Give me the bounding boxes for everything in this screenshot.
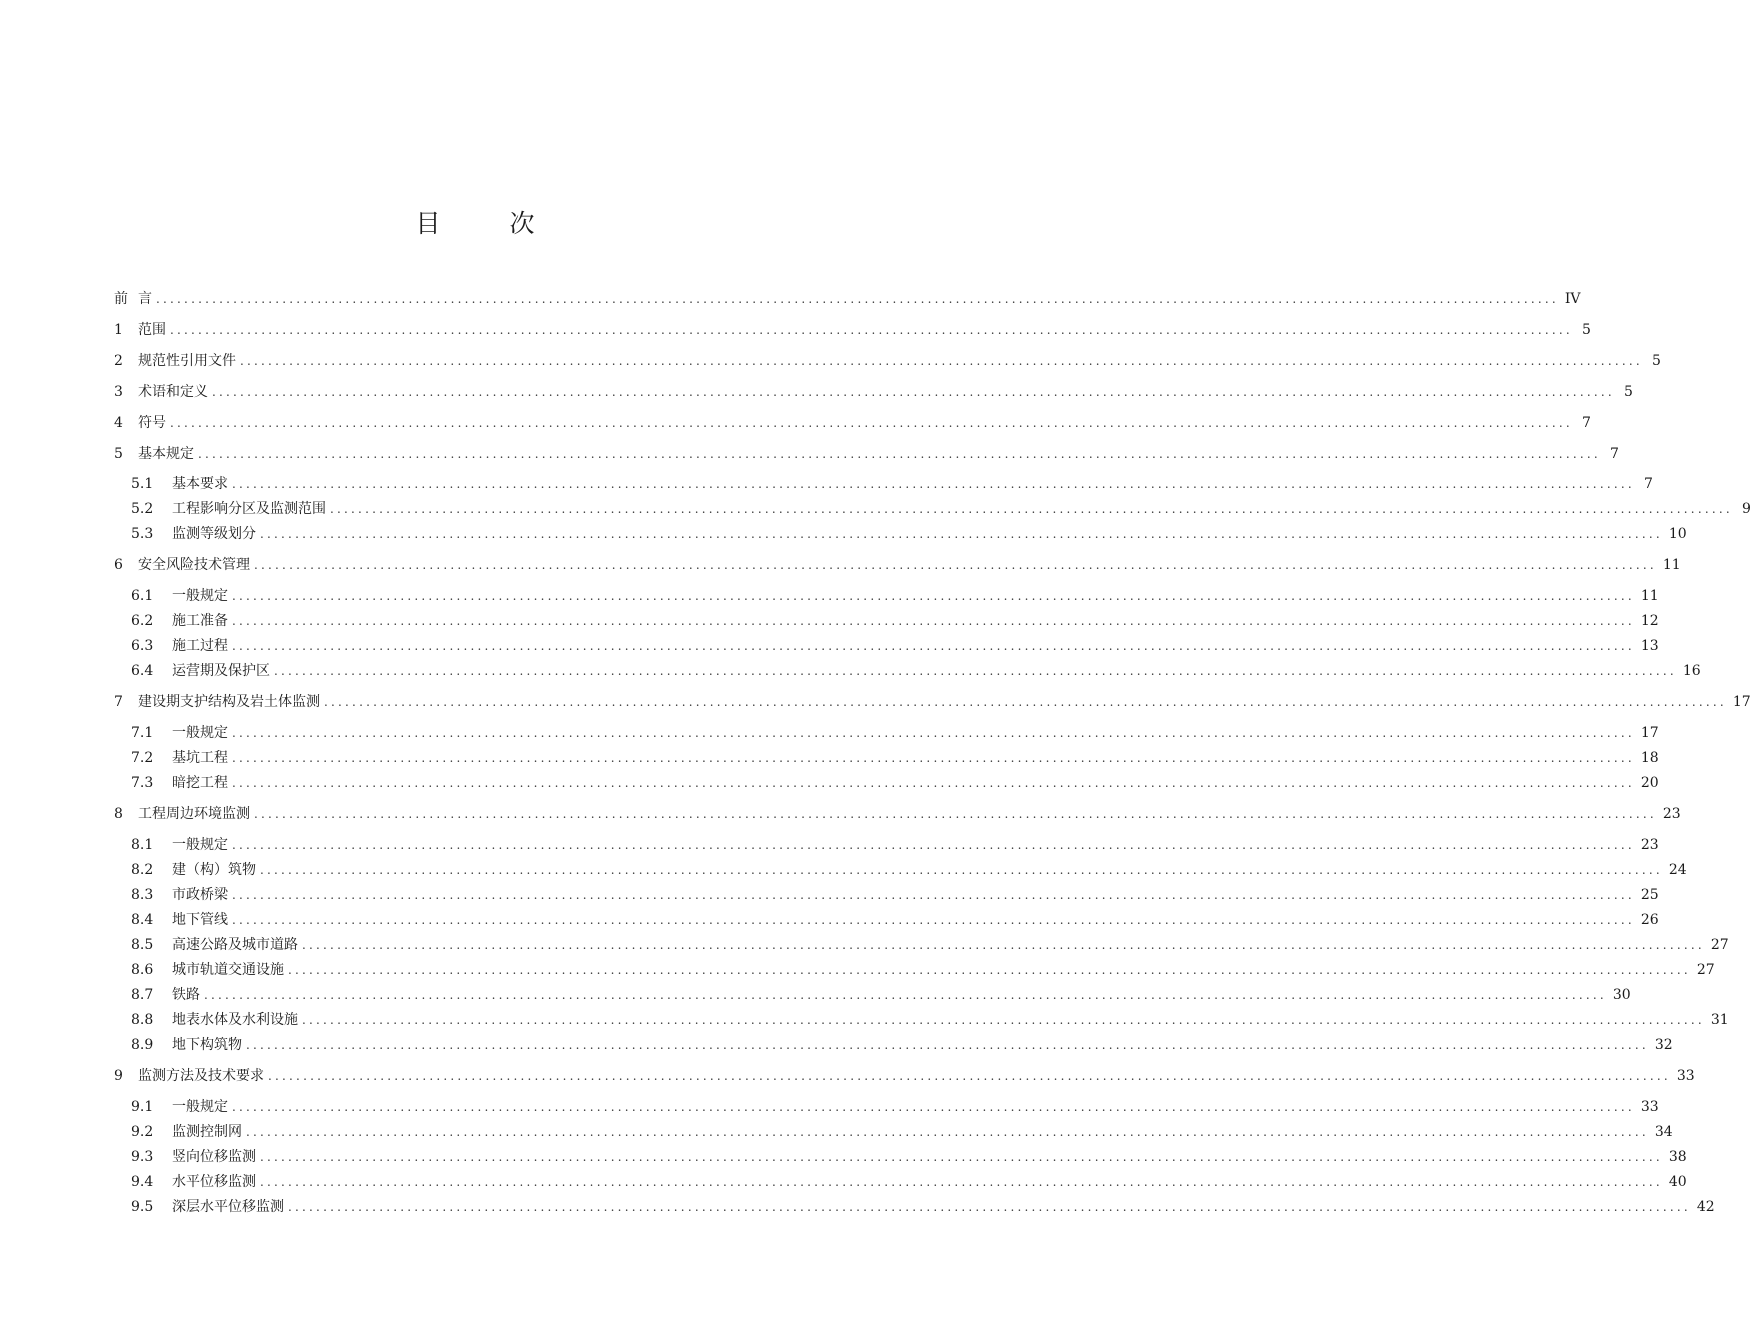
toc-entry-page-number: 11 [1640, 588, 1659, 604]
dot-leader: ........................................................................................................................................................................................................ [170, 416, 1573, 430]
toc-entry-title: 范围 [138, 322, 166, 338]
dot-leader: ........................................................................................................................................................................................................ [232, 589, 1635, 603]
toc-entry-number: 8.5 [131, 937, 154, 953]
toc-entry-page-number: 32 [1654, 1037, 1673, 1053]
toc-entry-title: 铁路 [172, 987, 200, 1003]
toc-entry[interactable] [131, 1147, 1687, 1167]
dot-leader: ........................................................................................................................................................................................................ [232, 913, 1635, 927]
toc-entry[interactable] [131, 474, 1653, 494]
dot-leader: ........................................................................................................................................................................................................ [302, 1013, 1705, 1027]
toc-entry-number: 5.3 [131, 526, 154, 542]
toc-entry-page-number: 25 [1640, 887, 1659, 903]
toc-entry-title: 基本要求 [172, 476, 228, 492]
toc-entry-title: 市政桥梁 [172, 887, 228, 903]
dot-leader: ........................................................................................................................................................................................................ [302, 938, 1705, 952]
toc-entry-number: 8.3 [131, 887, 154, 903]
toc-entry[interactable] [131, 1097, 1659, 1117]
toc-entry-number: 9.5 [131, 1199, 154, 1215]
toc-entry-number: 6.4 [131, 663, 154, 679]
toc-entry-number: 5.1 [131, 476, 154, 492]
toc-entry-number: 8.4 [131, 912, 154, 928]
toc-entry[interactable] [131, 985, 1631, 1005]
toc-entry-page-number: 33 [1640, 1099, 1659, 1115]
toc-entry-title: 一般规定 [172, 588, 228, 604]
toc-entry[interactable] [131, 1197, 1715, 1217]
toc-entry-title: 监测等级划分 [172, 526, 256, 542]
toc-entry[interactable] [131, 723, 1659, 743]
toc-entry[interactable] [131, 773, 1659, 793]
toc-entry-page-number: 18 [1640, 750, 1659, 766]
toc-entry-title: 城市轨道交通设施 [172, 962, 284, 978]
toc-entry-number: 5.2 [131, 501, 154, 517]
dot-leader: ........................................................................................................................................................................................................ [246, 1125, 1649, 1139]
toc-entry-title: 一般规定 [172, 725, 228, 741]
toc-entry-number: 6.2 [131, 613, 154, 629]
dot-leader: ........................................................................................................................................................................................................ [260, 527, 1663, 541]
toc-entry-title: 工程周边环境监测 [138, 806, 250, 822]
toc-entry-title: 监测方法及技术要求 [138, 1068, 264, 1084]
toc-entry-page-number: 5 [1651, 353, 1661, 369]
toc-entry-title: 建（构）筑物 [172, 862, 256, 878]
toc-entry-number: 6.3 [131, 638, 154, 654]
toc-entry-title: 地下管线 [172, 912, 228, 928]
toc-entry-title: 施工准备 [172, 613, 228, 629]
toc-entry-title: 术语和定义 [138, 384, 208, 400]
toc-entry[interactable] [131, 748, 1659, 768]
toc-entry-title: 基坑工程 [172, 750, 228, 766]
toc-entry-number: 8.1 [131, 837, 154, 853]
toc-entry-number: 8.9 [131, 1037, 154, 1053]
toc-entry-page-number: 42 [1696, 1199, 1715, 1215]
toc-entry[interactable] [131, 524, 1687, 544]
toc-entry-title: 暗挖工程 [172, 775, 228, 791]
toc-entry[interactable] [131, 1010, 1729, 1030]
toc-entry-title: 深层水平位移监测 [172, 1199, 284, 1215]
toc-entry[interactable] [114, 555, 1681, 575]
dot-leader: ........................................................................................................................................................................................................ [260, 1150, 1663, 1164]
toc-entry-page-number: 12 [1640, 613, 1659, 629]
toc-entry[interactable] [114, 444, 1619, 464]
dot-leader: ........................................................................................................................................................................................................ [288, 963, 1691, 977]
toc-entry[interactable] [131, 935, 1729, 955]
dot-leader: ........................................................................................................................................................................................................ [260, 863, 1663, 877]
toc-entry-title: 运营期及保护区 [172, 663, 270, 679]
toc-entry-page-number: 11 [1662, 557, 1681, 573]
toc-entry-page-number: 7 [1643, 476, 1653, 492]
toc-entry-page-number: 30 [1612, 987, 1631, 1003]
toc-entry[interactable] [131, 586, 1659, 606]
dot-leader: ........................................................................................................................................................................................................ [324, 695, 1727, 709]
toc-entry[interactable] [114, 692, 1751, 712]
toc-entry[interactable] [131, 910, 1659, 930]
toc-entry-title: 一般规定 [172, 837, 228, 853]
toc-entry-title: 一般规定 [172, 1099, 228, 1115]
toc-entry-page-number: 17 [1732, 694, 1751, 710]
dot-leader: ........................................................................................................................................................................................................ [330, 502, 1733, 516]
toc-entry-page-number: 5 [1581, 322, 1591, 338]
toc-entry-number: 8 [114, 806, 123, 822]
toc-entry-number: 9.1 [131, 1099, 154, 1115]
toc-entry-page-number: 27 [1696, 962, 1715, 978]
toc-entry-page-number: 9 [1741, 501, 1751, 517]
page-title: 目 次 [415, 209, 557, 238]
dot-leader: ........................................................................................................................................................................................................ [232, 614, 1635, 628]
toc-entry[interactable] [114, 289, 1581, 309]
toc-entry-title: 基本规定 [138, 446, 194, 462]
toc-entry-number: 9.2 [131, 1124, 154, 1140]
toc-entry-number: 8.7 [131, 987, 154, 1003]
dot-leader: ........................................................................................................................................................................................................ [232, 838, 1635, 852]
toc-entry-number: 4 [114, 415, 123, 431]
toc-entry-title: 地下构筑物 [172, 1037, 242, 1053]
toc-entry-page-number: 10 [1668, 526, 1687, 542]
toc-entry-title: 施工过程 [172, 638, 228, 654]
toc-entry-page-number: 27 [1710, 937, 1729, 953]
dot-leader: ........................................................................................................................................................................................................ [232, 888, 1635, 902]
toc-entry-page-number: 7 [1609, 446, 1619, 462]
toc-entry-number: 8.8 [131, 1012, 154, 1028]
dot-leader: ........................................................................................................................................................................................................ [156, 292, 1559, 306]
toc-entry-page-number: 7 [1581, 415, 1591, 431]
toc-entry[interactable] [131, 835, 1659, 855]
toc-entry-title: 言 [138, 291, 152, 307]
dot-leader: ........................................................................................................................................................................................................ [232, 639, 1635, 653]
toc-entry-title: 监测控制网 [172, 1124, 242, 1140]
dot-leader: ........................................................................................................................................................................................................ [246, 1038, 1649, 1052]
dot-leader: ........................................................................................................................................................................................................ [232, 726, 1635, 740]
toc-entry[interactable] [114, 382, 1633, 402]
toc-entry-title: 高速公路及城市道路 [172, 937, 298, 953]
toc-entry-page-number: 16 [1682, 663, 1701, 679]
toc-entry-number: 7.3 [131, 775, 154, 791]
toc-entry-page-number: 5 [1623, 384, 1633, 400]
toc-entry[interactable] [114, 320, 1591, 340]
toc-entry-title: 符号 [138, 415, 166, 431]
toc-entry[interactable] [114, 413, 1591, 433]
toc-entry-number: 5 [114, 446, 123, 462]
dot-leader: ........................................................................................................................................................................................................ [198, 447, 1601, 461]
toc-entry-number: 6.1 [131, 588, 154, 604]
toc-entry-number: 7.2 [131, 750, 154, 766]
dot-leader: ........................................................................................................................................................................................................ [274, 664, 1677, 678]
dot-leader: ........................................................................................................................................................................................................ [260, 1175, 1663, 1189]
toc-entry-page-number: 23 [1662, 806, 1681, 822]
toc-entry-number: 前 [114, 291, 128, 307]
toc-entry-page-number: IV [1564, 291, 1581, 307]
toc-entry-title: 安全风险技术管理 [138, 557, 250, 573]
toc-entry-number: 6 [114, 557, 123, 573]
dot-leader: ........................................................................................................................................................................................................ [288, 1200, 1691, 1214]
toc-entry[interactable] [131, 1172, 1687, 1192]
toc-entry[interactable] [131, 661, 1701, 681]
dot-leader: ........................................................................................................................................................................................................ [254, 558, 1657, 572]
toc-entry[interactable] [114, 804, 1681, 824]
toc-entry[interactable] [131, 636, 1659, 656]
toc-entry-number: 9 [114, 1068, 123, 1084]
toc-entry-number: 7 [114, 694, 123, 710]
dot-leader: ........................................................................................................................................................................................................ [240, 354, 1643, 368]
toc-entry-page-number: 34 [1654, 1124, 1673, 1140]
toc-entry-title: 地表水体及水利设施 [172, 1012, 298, 1028]
toc-entry-number: 7.1 [131, 725, 154, 741]
toc-entry[interactable] [114, 351, 1661, 371]
toc-entry[interactable] [131, 1122, 1673, 1142]
toc-entry[interactable] [131, 611, 1659, 631]
toc-entry[interactable] [114, 1066, 1695, 1086]
toc-entry-page-number: 40 [1668, 1174, 1687, 1190]
toc-entry[interactable] [131, 1035, 1673, 1055]
toc-entry-title: 水平位移监测 [172, 1174, 256, 1190]
dot-leader: ........................................................................................................................................................................................................ [204, 988, 1607, 1002]
toc-entry-number: 8.2 [131, 862, 154, 878]
toc-entry-title: 竖向位移监测 [172, 1149, 256, 1165]
dot-leader: ........................................................................................................................................................................................................ [232, 751, 1635, 765]
toc-entry-page-number: 38 [1668, 1149, 1687, 1165]
toc-entry-page-number: 33 [1676, 1068, 1695, 1084]
dot-leader: ........................................................................................................................................................................................................ [254, 807, 1657, 821]
toc-entry-number: 1 [114, 322, 123, 338]
toc-entry-number: 8.6 [131, 962, 154, 978]
dot-leader: ........................................................................................................................................................................................................ [212, 385, 1615, 399]
toc-entry-number: 9.4 [131, 1174, 154, 1190]
dot-leader: ........................................................................................................................................................................................................ [232, 776, 1635, 790]
toc-entry-page-number: 23 [1640, 837, 1659, 853]
toc-entry-page-number: 20 [1640, 775, 1659, 791]
toc-entry[interactable] [131, 960, 1715, 980]
dot-leader: ........................................................................................................................................................................................................ [170, 323, 1573, 337]
toc-entry-number: 3 [114, 384, 123, 400]
dot-leader: ........................................................................................................................................................................................................ [268, 1069, 1671, 1083]
toc-entry-number: 9.3 [131, 1149, 154, 1165]
dot-leader: ........................................................................................................................................................................................................ [232, 1100, 1635, 1114]
toc-entry-title: 规范性引用文件 [138, 353, 236, 369]
toc-entry[interactable] [131, 499, 1751, 519]
toc-entry[interactable] [131, 860, 1687, 880]
toc-entry-page-number: 13 [1640, 638, 1659, 654]
toc-entry-page-number: 17 [1640, 725, 1659, 741]
toc-entry-page-number: 31 [1710, 1012, 1729, 1028]
toc-entry-title: 建设期支护结构及岩土体监测 [138, 694, 320, 710]
toc-entry-page-number: 24 [1668, 862, 1687, 878]
toc-entry[interactable] [131, 885, 1659, 905]
toc-entry-number: 2 [114, 353, 123, 369]
toc-entry-page-number: 26 [1640, 912, 1659, 928]
dot-leader: ........................................................................................................................................................................................................ [232, 477, 1635, 491]
toc-entry-title: 工程影响分区及监测范围 [172, 501, 326, 517]
